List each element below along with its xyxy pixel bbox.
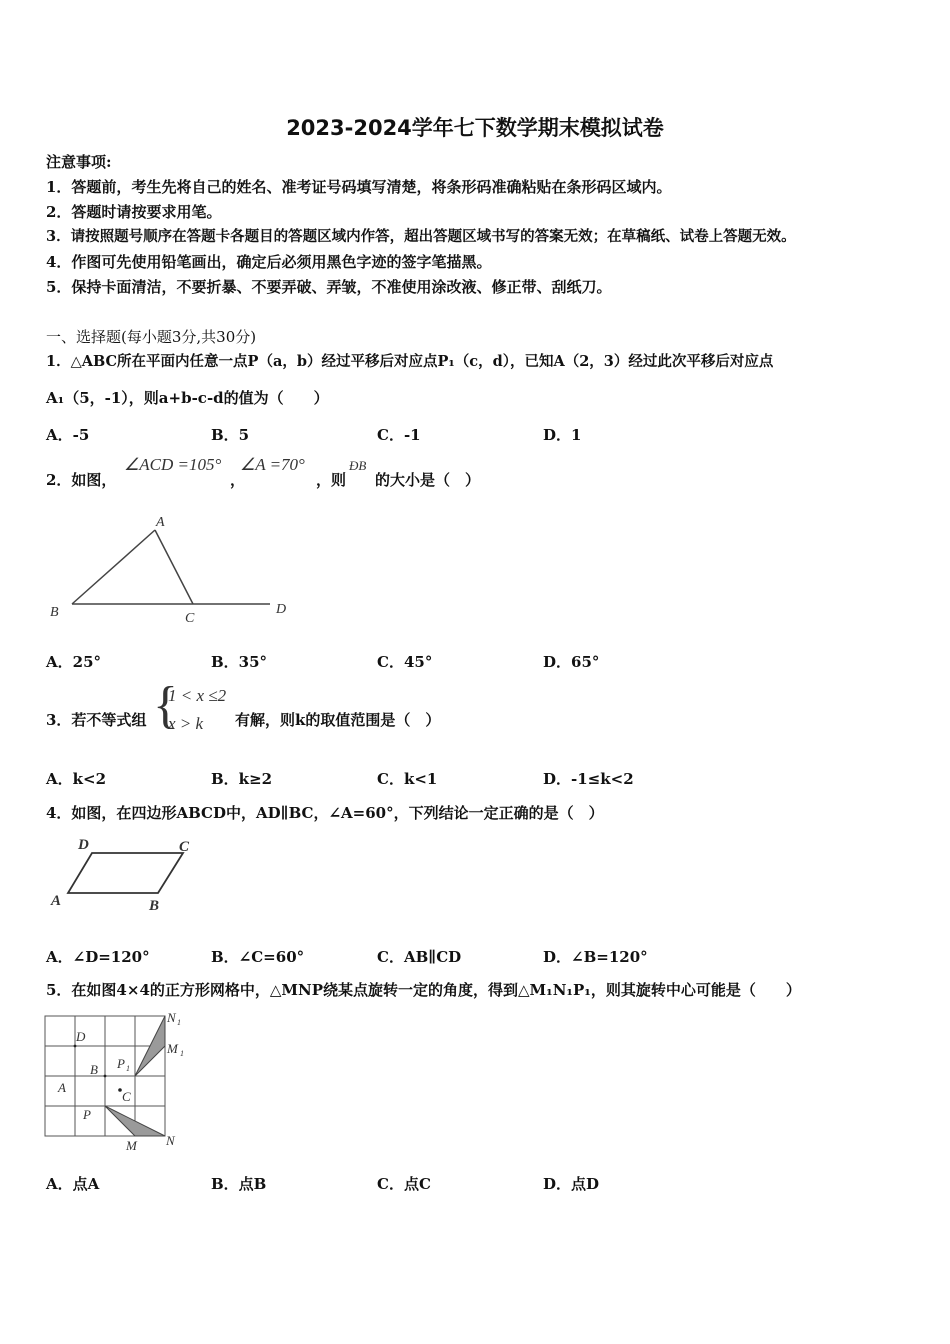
q2-option-c: C．45° xyxy=(377,653,433,671)
q2-triangle-figure xyxy=(40,508,310,628)
label-a: A xyxy=(51,893,62,909)
q5-option-c: C．点C xyxy=(377,1175,431,1193)
label-d: D xyxy=(276,602,287,617)
q4-quadrilateral-figure xyxy=(40,832,210,917)
question-2-then: ，则 xyxy=(316,471,347,489)
question-5-text: 5．在如图4×4的正方形网格中，△MNP绕某点旋转一定的角度，得到△M₁N₁P₁，则其旋转中心可能是（ ） xyxy=(46,981,801,999)
q3-option-c: C．k<1 xyxy=(377,770,438,788)
label-c: C xyxy=(185,611,195,626)
q4-option-b: B．∠C=60° xyxy=(211,948,305,966)
label-n: N xyxy=(166,1133,175,1148)
q2-option-d: D．65° xyxy=(543,653,600,671)
notice-item: 2．答题时请按要求用笔。 xyxy=(46,203,222,221)
notice-item: 5．保持卡面清洁，不要折暴、不要弄破、弄皱，不准使用涂改液、修正带、刮纸刀。 xyxy=(46,278,612,296)
q3-option-b: B．k≥2 xyxy=(211,770,273,788)
notice-item: 1．答题前，考生先将自己的姓名、准考证号码填写清楚，将条形码准确粘贴在条形码区域内。 xyxy=(46,178,672,196)
label-p: P xyxy=(83,1107,91,1122)
label-b: B xyxy=(50,605,59,620)
label-b: B xyxy=(90,1062,98,1077)
label-c: C xyxy=(122,1089,131,1104)
label-a: A xyxy=(58,1080,66,1095)
line-ac xyxy=(155,530,193,604)
page-title: 2023-2024学年七下数学期末模拟试卷 xyxy=(286,116,664,140)
notice-item: 4．作图可先使用铅笔画出，确定后必须用黑色字迹的签字笔描黑。 xyxy=(46,253,492,271)
q1-option-b: B．5 xyxy=(211,426,250,444)
q4-option-c: C．AB∥CD xyxy=(377,948,462,966)
question-2-prefix: 2．如图， xyxy=(46,471,117,489)
point-d xyxy=(74,1045,77,1048)
q1-option-c: C．-1 xyxy=(377,426,421,444)
label-b: B xyxy=(149,898,160,914)
notice-heading: 注意事项: xyxy=(46,153,112,171)
q5-option-b: B．点B xyxy=(211,1175,267,1193)
label-m: M xyxy=(126,1138,137,1153)
label-n1-sub: 1 xyxy=(177,1018,181,1027)
q1-option-d: D．1 xyxy=(543,426,582,444)
q1-option-a: A．-5 xyxy=(46,426,90,444)
q2-option-b: B．35° xyxy=(211,653,268,671)
inequality-1: 1 < x ≤2 xyxy=(168,686,227,705)
label-m1: M xyxy=(167,1041,178,1056)
quadrilateral-abcd xyxy=(68,853,183,893)
label-m1-sub: 1 xyxy=(180,1049,184,1058)
label-d: D xyxy=(78,837,89,853)
label-c: C xyxy=(179,839,190,855)
question-1-line-1: 1．△ABC所在平面内任意一点P（a，b）经过平移后对应点P₁（c，d），已知A（2，3）经过此次平移后对应点 xyxy=(46,353,774,370)
angle-a-expression: ∠A =70° xyxy=(240,455,305,474)
q5-grid-figure xyxy=(40,1008,200,1154)
system-brace: { xyxy=(153,677,178,734)
point-b xyxy=(104,1075,107,1078)
question-3-suffix: 有解，则k的取值范围是（ ） xyxy=(235,711,441,729)
angle-acd-expression: ∠ACD =105° xyxy=(124,455,222,474)
section-heading: 一、选择题(每小题3分,共30分) xyxy=(46,328,257,346)
question-2-comma: ， xyxy=(230,471,246,489)
q3-option-d: D．-1≤k<2 xyxy=(543,770,634,788)
q5-option-a: A．点A xyxy=(46,1175,100,1193)
question-4-text: 4．如图，在四边形ABCD中，AD∥BC，∠A=60°，下列结论一定正确的是（ ） xyxy=(46,804,604,822)
notice-item: 3．请按照题号顺序在答题卡各题目的答题区域内作答，超出答题区域书写的答案无效；在草稿纸、试卷上答题无效。 xyxy=(46,228,796,245)
label-d: D xyxy=(76,1029,86,1044)
question-3-prefix: 3．若不等式组 xyxy=(46,711,147,729)
q3-option-a: A．k<2 xyxy=(46,770,107,788)
q2-option-a: A．25° xyxy=(46,653,102,671)
question-1-line-2: A₁（5，-1），则a+b-c-d的值为（ ） xyxy=(46,389,329,407)
q5-option-d: D．点D xyxy=(543,1175,600,1193)
angle-b-expression: ÐB xyxy=(349,458,367,473)
label-n1: N xyxy=(167,1010,176,1025)
line-ab xyxy=(72,530,155,604)
label-p1-sub: 1 xyxy=(126,1064,130,1073)
q4-option-d: D．∠B=120° xyxy=(543,948,648,966)
question-2-suffix: 的大小是（ ） xyxy=(375,471,481,489)
inequality-2: x > k xyxy=(168,714,204,733)
label-a: A xyxy=(156,515,165,530)
q4-option-a: A．∠D=120° xyxy=(46,948,150,966)
label-p1: P xyxy=(117,1056,125,1071)
